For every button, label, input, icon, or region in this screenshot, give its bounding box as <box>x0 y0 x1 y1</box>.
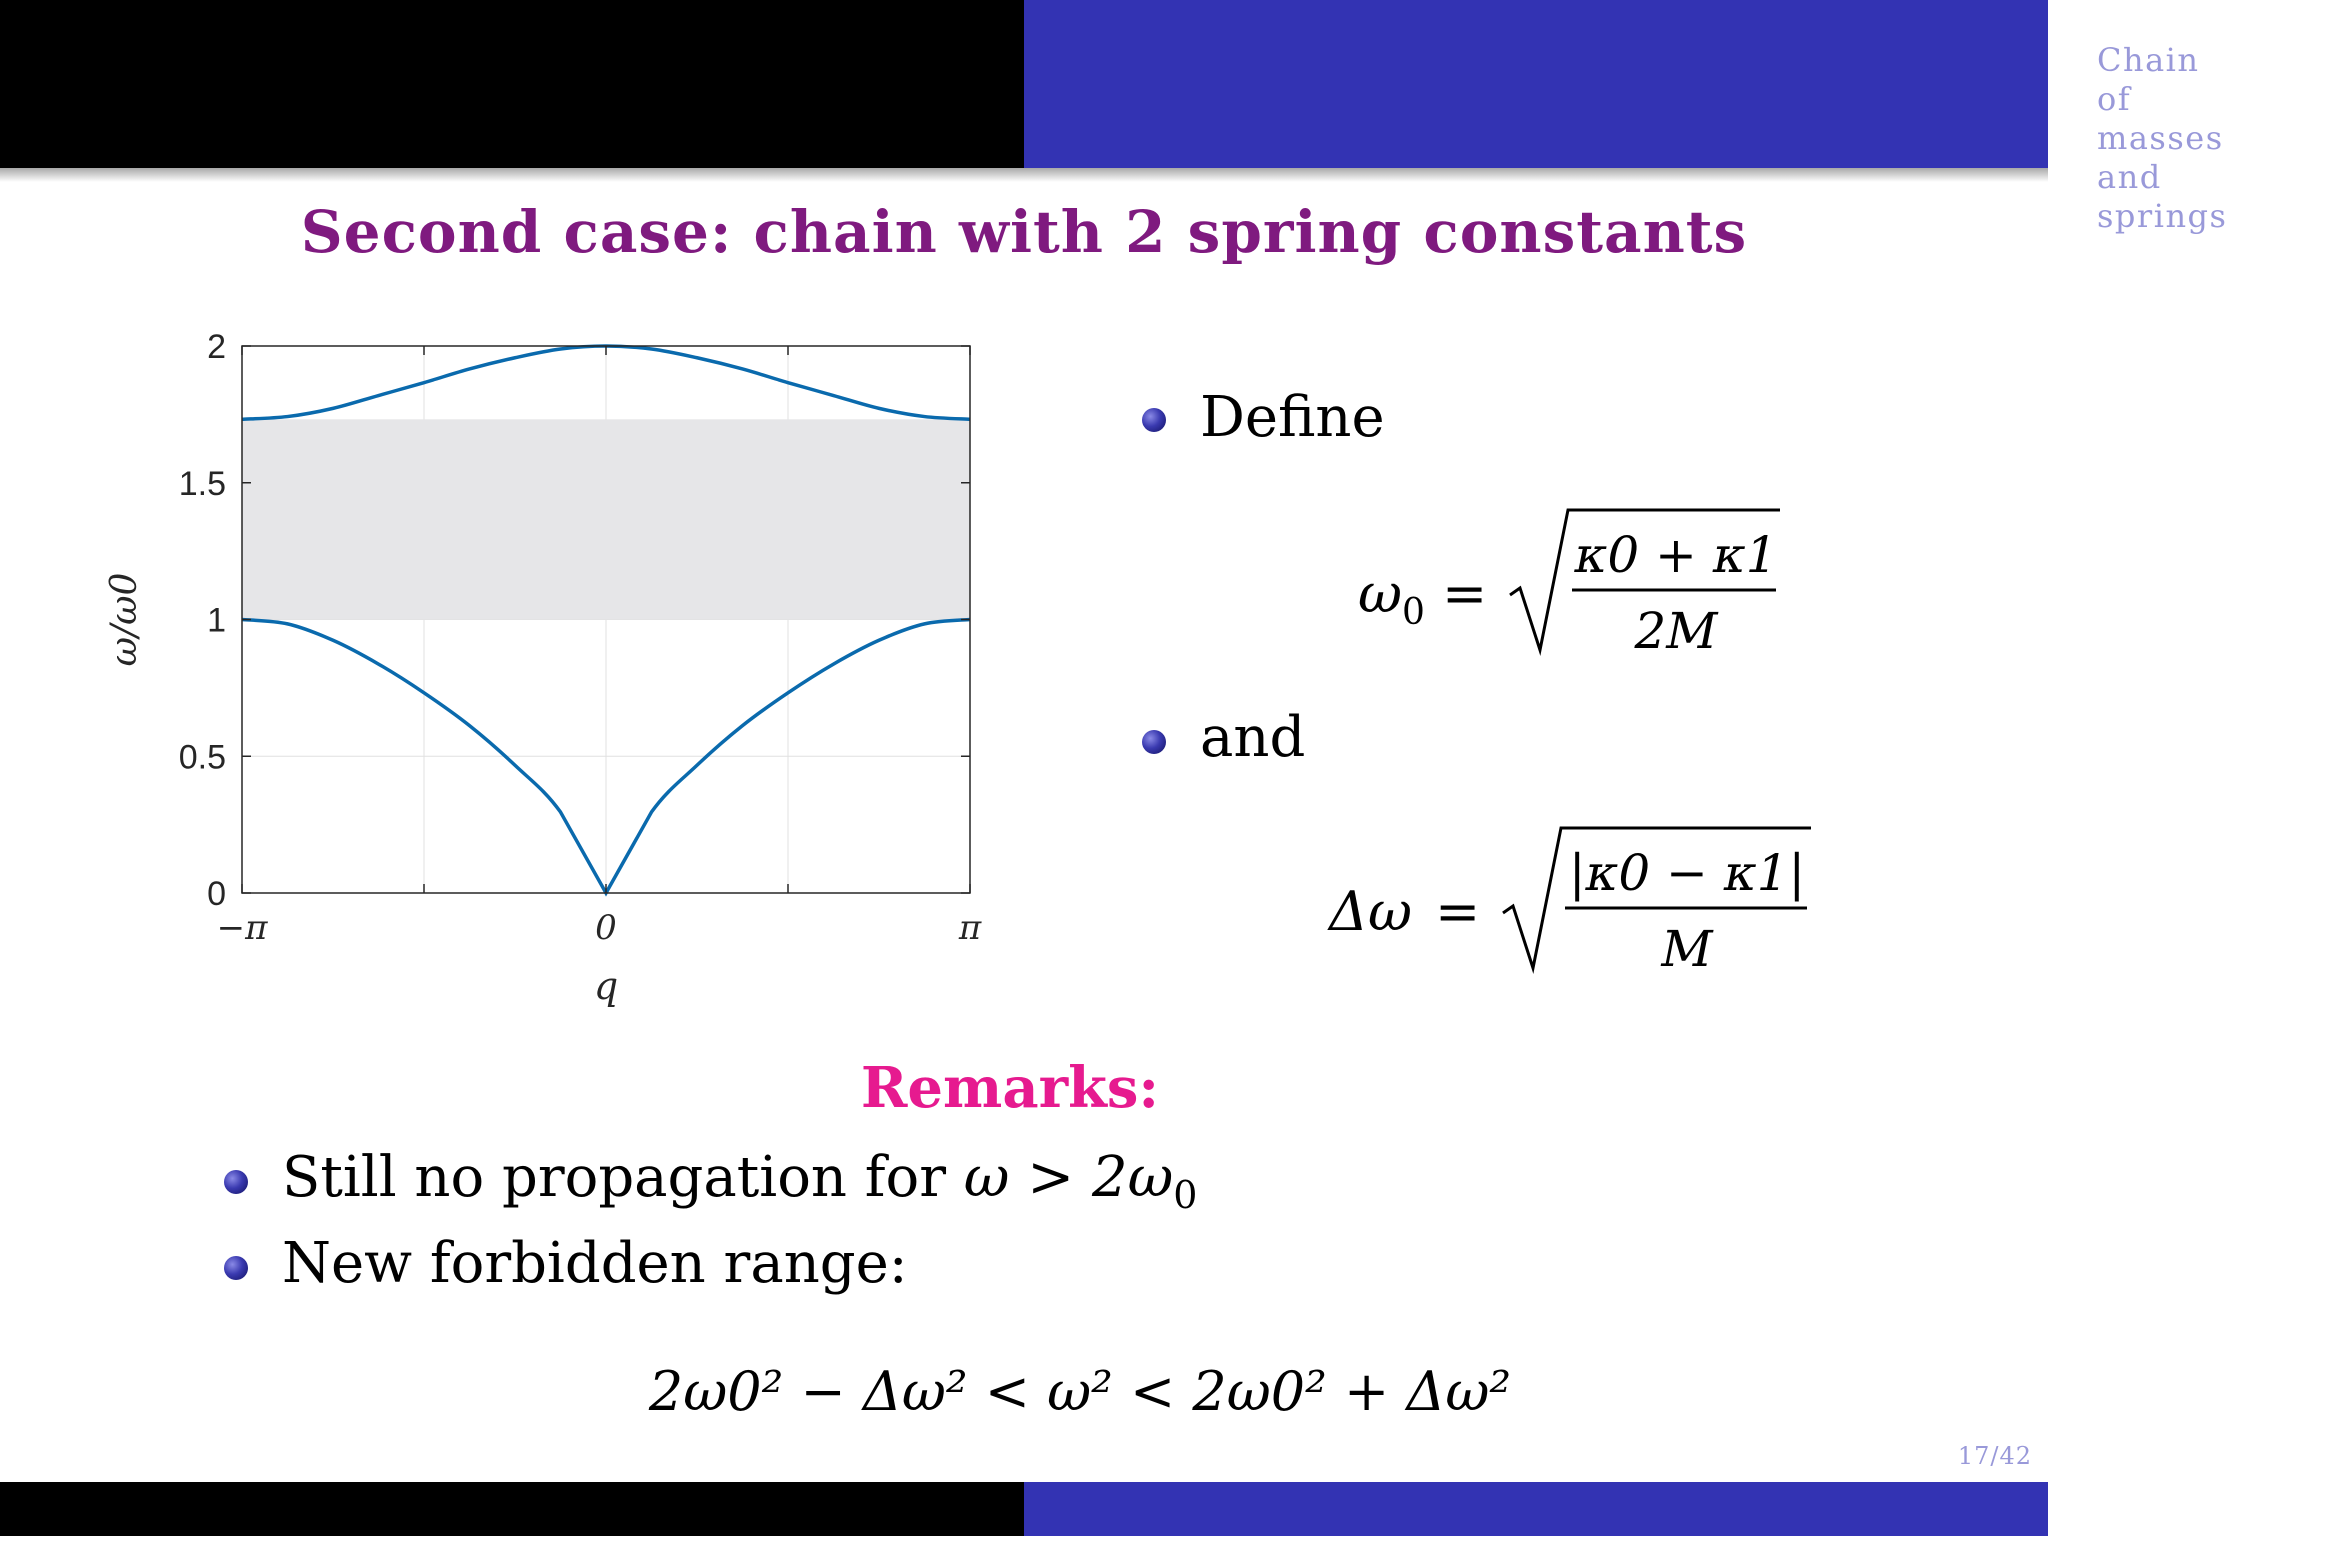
omega0-lhs: $\omega_0$ <box>1358 562 1425 633</box>
omega0-equation <box>1350 500 1800 670</box>
slide-title: Second case: chain with 2 spring constants <box>300 198 1748 266</box>
bullet-icon <box>1142 408 1166 432</box>
footer-talk-title: Lectures in metamaterials <box>2097 1490 2350 1566</box>
define-text: Define <box>1200 385 1385 450</box>
subsection-link-chain[interactable]: Chain of masses and springs <box>2097 41 2228 235</box>
y-tick-label: 2 <box>207 328 226 366</box>
bullet-icon <box>1142 730 1166 754</box>
footer-right-panel <box>1024 1482 2350 1566</box>
slide-footer <box>0 1482 2350 1566</box>
y-tick-label: 0 <box>207 875 226 913</box>
and-text: and <box>1200 705 1306 770</box>
dispersion-chart-svg <box>100 320 1000 1020</box>
y-tick-label: 1 <box>207 601 226 640</box>
y-tick-label: 0.5 <box>178 738 226 777</box>
page-number: 17/42 <box>1957 1442 2032 1470</box>
remark-item-1 <box>282 1146 1197 1227</box>
dispersion-plot <box>100 320 1000 1020</box>
bullet-icon <box>224 1256 248 1280</box>
forbidden-range-equation <box>640 1340 1520 1440</box>
omega0-equation-svg <box>1350 500 1800 670</box>
remarks-heading: Remarks: <box>860 1055 1160 1121</box>
omega0-denominator: 2M <box>1634 602 1718 660</box>
delta-equals: = <box>1435 880 1481 943</box>
remark-1-math-subscript: 0 <box>1173 1173 1198 1218</box>
x-axis-label: q <box>593 964 619 1008</box>
delta-lhs: Δω <box>1329 880 1413 943</box>
delta-omega-equation-svg <box>1325 818 1825 988</box>
band-gap-region <box>242 419 970 619</box>
forbidden-range-svg <box>640 1340 1520 1440</box>
y-axis-label: ω/ω0 <box>104 572 145 667</box>
y-tick-label: 1.5 <box>178 464 226 503</box>
remark-1-math: ω > 2ω <box>963 1145 1174 1210</box>
delta-denominator: M <box>1661 920 1713 978</box>
subsection-link-double-chain[interactable]: Double chain of masses and springs <box>2097 236 2228 469</box>
x-tick-label: 0 <box>595 908 617 948</box>
delta-numerator: |κ0 − κ1| <box>1568 844 1806 902</box>
footer-left-panel <box>0 1482 1024 1536</box>
bullet-icon <box>224 1170 248 1194</box>
omega0-equals: = <box>1442 562 1488 625</box>
remark-item-2: New forbidden range: <box>282 1231 908 1296</box>
x-tick-label: π <box>958 908 982 948</box>
delta-omega-equation <box>1325 818 1825 988</box>
header-left-panel <box>0 0 1024 168</box>
omega0-numerator: κ0 + κ1 <box>1574 526 1778 584</box>
remark-1-text: Still no propagation for <box>282 1145 964 1210</box>
x-tick-label: −π <box>216 908 268 948</box>
forbidden-range-text: 2ω0² − Δω² < ω² < 2ω0² + Δω² <box>648 1360 1512 1423</box>
header-shadow <box>0 168 2048 182</box>
subsection-navigation <box>2097 41 2227 470</box>
